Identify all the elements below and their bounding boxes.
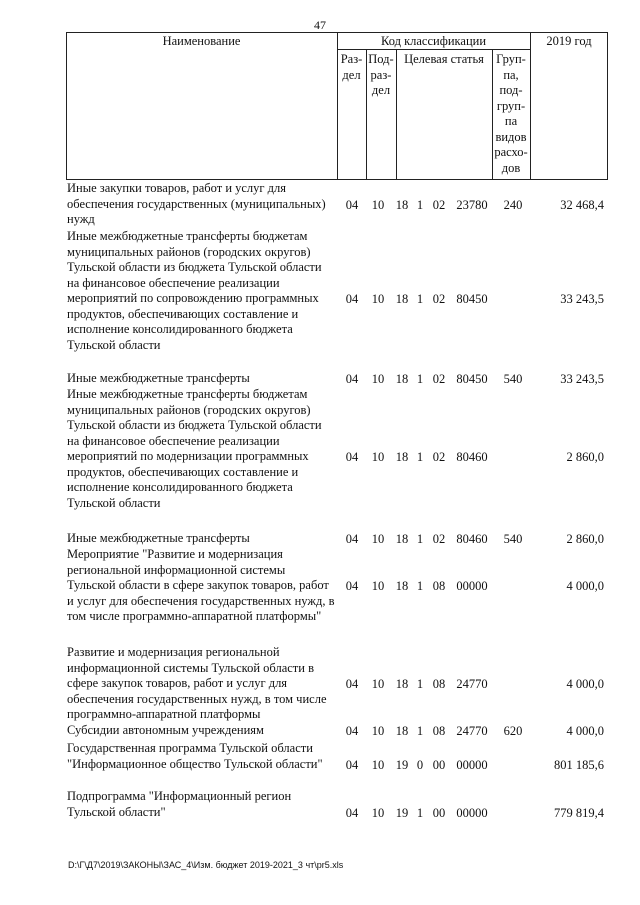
header-vid-line: Груп- bbox=[496, 52, 526, 66]
row-name-line: на финансовое обеспечение реализации bbox=[67, 433, 280, 448]
expense-type-code: 540 bbox=[503, 532, 523, 546]
row-name-line: мероприятий по модернизации программных bbox=[67, 449, 309, 463]
header-vid-line: дов bbox=[501, 160, 521, 175]
row-name-line: Тульской области в сфере закупок товаров, работ bbox=[67, 578, 329, 592]
row-name bbox=[67, 645, 339, 723]
row-name-line: Тульской области" bbox=[67, 804, 166, 819]
row-name-line: Мероприятие "Развитие и модернизация bbox=[67, 547, 283, 561]
row-name-line: и услуг для обеспечения государственных нужд, в bbox=[67, 593, 335, 608]
row-name-line: Государственная программа Тульской области bbox=[67, 741, 313, 755]
razdel-code: 04 bbox=[345, 805, 359, 820]
row-name bbox=[67, 741, 339, 772]
header-left-border bbox=[66, 32, 67, 180]
target-program-code: 18 bbox=[395, 677, 409, 691]
amount-2019: 2 860,0 bbox=[566, 450, 604, 464]
expense-type-code: 240 bbox=[503, 197, 523, 212]
row-name bbox=[67, 181, 339, 228]
header-right-border bbox=[607, 32, 608, 180]
row-name-line: Тульской области из бюджета Тульской области bbox=[67, 418, 322, 432]
razdel-code: 04 bbox=[345, 724, 359, 738]
target-program-code: 18 bbox=[395, 292, 409, 306]
row-name bbox=[67, 371, 339, 387]
podrazdel-code: 10 bbox=[371, 757, 385, 772]
row-name-line: том числе программно-аппаратной платформы" bbox=[67, 609, 322, 623]
razdel-code: 04 bbox=[345, 757, 359, 772]
row-name bbox=[67, 789, 339, 820]
target-direction-code: 24770 bbox=[456, 677, 488, 691]
target-program-code: 19 bbox=[395, 805, 409, 820]
row-name-line: Подпрограмма "Информационный регион bbox=[67, 789, 292, 803]
podrazdel-code: 10 bbox=[371, 292, 385, 306]
target-subprogram-code: 1 bbox=[416, 677, 424, 691]
target-program-code: 18 bbox=[395, 532, 409, 546]
row-name-line: "Информационное общество Тульской области" bbox=[67, 756, 323, 771]
row-name-line: программно-аппаратной платформы bbox=[67, 707, 261, 721]
amount-2019: 4 000,0 bbox=[566, 677, 604, 691]
target-event-code: 08 bbox=[432, 677, 446, 691]
header-vid-line: груп- bbox=[496, 98, 526, 113]
row-name-line: сфере закупок товаров, работ и услуг для bbox=[67, 676, 288, 690]
row-name-line: Тульской области bbox=[67, 495, 161, 510]
col-sep-year bbox=[530, 32, 531, 180]
header-razdel bbox=[337, 52, 366, 83]
razdel-code: 04 bbox=[345, 579, 359, 593]
file-path-footer: D:\Г\Д7\2019\ЗАКОНЫ\ЗАС_4\Изм. бюджет 2019-2021_3 чт\pr5.xls bbox=[68, 860, 344, 870]
header-vid-line: па, bbox=[503, 67, 519, 82]
row-name-line: Иные межбюджетные трансферты бюджетам bbox=[67, 229, 308, 243]
target-event-code: 08 bbox=[432, 579, 446, 593]
target-event-code: 02 bbox=[432, 532, 446, 546]
target-direction-code: 80460 bbox=[456, 450, 488, 464]
row-name-line: информационной системы Тульской области в bbox=[67, 660, 314, 675]
target-direction-code: 00000 bbox=[456, 805, 488, 820]
row-name bbox=[67, 229, 339, 353]
header-podrazdel-line: Под- bbox=[368, 52, 394, 66]
row-name-line: муниципальных районов (городских округов) bbox=[67, 402, 311, 417]
col-sep-podrazdel bbox=[396, 49, 397, 180]
table-header bbox=[66, 32, 608, 180]
target-event-code: 08 bbox=[432, 724, 446, 738]
target-direction-code: 80460 bbox=[456, 532, 488, 546]
row-name-line: на финансовое обеспечение реализации bbox=[67, 275, 280, 290]
target-subprogram-code: 1 bbox=[416, 805, 424, 820]
header-vid-line: видов bbox=[495, 129, 527, 144]
row-name bbox=[67, 531, 339, 547]
target-subprogram-code: 1 bbox=[416, 450, 424, 464]
header-year: 2019 год bbox=[546, 34, 592, 48]
target-event-code: 00 bbox=[432, 757, 446, 772]
header-podrazdel-line: раз- bbox=[370, 67, 392, 82]
row-name-line: обеспечения государственных (муниципальных) bbox=[67, 196, 326, 211]
target-event-code: 00 bbox=[432, 805, 446, 820]
target-event-code: 02 bbox=[432, 372, 446, 386]
target-direction-code: 00000 bbox=[456, 579, 488, 593]
target-event-code: 02 bbox=[432, 450, 446, 464]
amount-2019: 801 185,6 bbox=[554, 757, 604, 772]
podrazdel-code: 10 bbox=[371, 450, 385, 464]
target-program-code: 18 bbox=[395, 197, 409, 212]
target-subprogram-code: 1 bbox=[416, 197, 424, 212]
target-subprogram-code: 1 bbox=[416, 724, 424, 738]
expense-type-code: 620 bbox=[503, 724, 523, 738]
row-name-line: обеспечения государственных нужд, в том числе bbox=[67, 691, 327, 706]
target-subprogram-code: 1 bbox=[416, 372, 424, 386]
podrazdel-code: 10 bbox=[371, 372, 385, 386]
target-direction-code: 24770 bbox=[456, 724, 488, 738]
target-subprogram-code: 1 bbox=[416, 292, 424, 306]
amount-2019: 32 468,4 bbox=[560, 197, 604, 212]
target-subprogram-code: 0 bbox=[416, 757, 424, 772]
header-code-group: Код классификации bbox=[380, 34, 487, 48]
row-name-line: Иные межбюджетные трансферты bbox=[67, 531, 250, 545]
header-vid-line: расхо- bbox=[494, 145, 528, 159]
row-name-line: региональной информационной системы bbox=[67, 562, 286, 577]
target-program-code: 18 bbox=[395, 372, 409, 386]
row-name bbox=[67, 387, 339, 511]
target-program-code: 18 bbox=[395, 450, 409, 464]
razdel-code: 04 bbox=[345, 677, 359, 691]
row-name-line: исполнение консолидированного бюджета bbox=[67, 480, 293, 494]
row-name-line: Тульской области bbox=[67, 337, 161, 352]
target-subprogram-code: 1 bbox=[416, 532, 424, 546]
podrazdel-code: 10 bbox=[371, 677, 385, 691]
amount-2019: 779 819,4 bbox=[554, 805, 604, 820]
row-name-line: Иные межбюджетные трансферты бюджетам bbox=[67, 387, 308, 401]
header-vid-line: под- bbox=[499, 83, 523, 97]
row-name-line: Тульской области из бюджета Тульской области bbox=[67, 260, 322, 274]
row-name-line: муниципальных районов (городских округов) bbox=[67, 244, 311, 259]
target-subprogram-code: 1 bbox=[416, 579, 424, 593]
podrazdel-code: 10 bbox=[371, 197, 385, 212]
header-vid-line: па bbox=[504, 114, 518, 128]
target-program-code: 18 bbox=[395, 579, 409, 593]
amount-2019: 33 243,5 bbox=[560, 292, 604, 306]
razdel-code: 04 bbox=[345, 372, 359, 386]
header-razdel-line: Раз- bbox=[340, 52, 363, 66]
target-direction-code: 23780 bbox=[456, 197, 488, 212]
row-name-line: Иные межбюджетные трансферты bbox=[67, 371, 250, 385]
header-vid bbox=[492, 52, 530, 176]
razdel-code: 04 bbox=[345, 532, 359, 546]
razdel-code: 04 bbox=[345, 450, 359, 464]
razdel-code: 04 bbox=[345, 292, 359, 306]
row-name bbox=[67, 547, 339, 625]
amount-2019: 4 000,0 bbox=[566, 724, 604, 738]
row-name-line: мероприятий по сопровождению программных bbox=[67, 291, 319, 305]
target-direction-code: 80450 bbox=[456, 372, 488, 386]
row-name-line: Иные закупки товаров, работ и услуг для bbox=[67, 181, 287, 195]
row-name-line: Развитие и модернизация региональной bbox=[67, 645, 280, 659]
podrazdel-code: 10 bbox=[371, 532, 385, 546]
target-direction-code: 00000 bbox=[456, 757, 488, 772]
header-name: Наименование bbox=[162, 34, 241, 48]
row-name bbox=[67, 723, 339, 739]
expense-type-code: 540 bbox=[503, 372, 523, 386]
target-program-code: 18 bbox=[395, 724, 409, 738]
target-direction-code: 80450 bbox=[456, 292, 488, 306]
podrazdel-code: 10 bbox=[371, 805, 385, 820]
amount-2019: 4 000,0 bbox=[566, 579, 604, 593]
page-number: 47 bbox=[314, 18, 326, 32]
header-razdel-line: дел bbox=[342, 67, 361, 82]
header-podrazdel bbox=[366, 52, 396, 99]
row-name-line: продуктов, обеспечивающих составление и bbox=[67, 464, 299, 479]
header-target: Целевая статья bbox=[404, 52, 484, 66]
amount-2019: 2 860,0 bbox=[566, 532, 604, 546]
amount-2019: 33 243,5 bbox=[560, 372, 604, 386]
row-name-line: исполнение консолидированного бюджета bbox=[67, 322, 293, 336]
target-program-code: 19 bbox=[395, 757, 409, 772]
razdel-code: 04 bbox=[345, 197, 359, 212]
header-podrazdel-line: дел bbox=[371, 83, 391, 97]
row-name-line: Субсидии автономным учреждениям bbox=[67, 723, 264, 737]
podrazdel-code: 10 bbox=[371, 579, 385, 593]
podrazdel-code: 10 bbox=[371, 724, 385, 738]
target-event-code: 02 bbox=[432, 197, 446, 212]
target-event-code: 02 bbox=[432, 292, 446, 306]
row-name-line: продуктов, обеспечивающих составление и bbox=[67, 306, 299, 321]
row-name-line: нужд bbox=[67, 212, 95, 226]
